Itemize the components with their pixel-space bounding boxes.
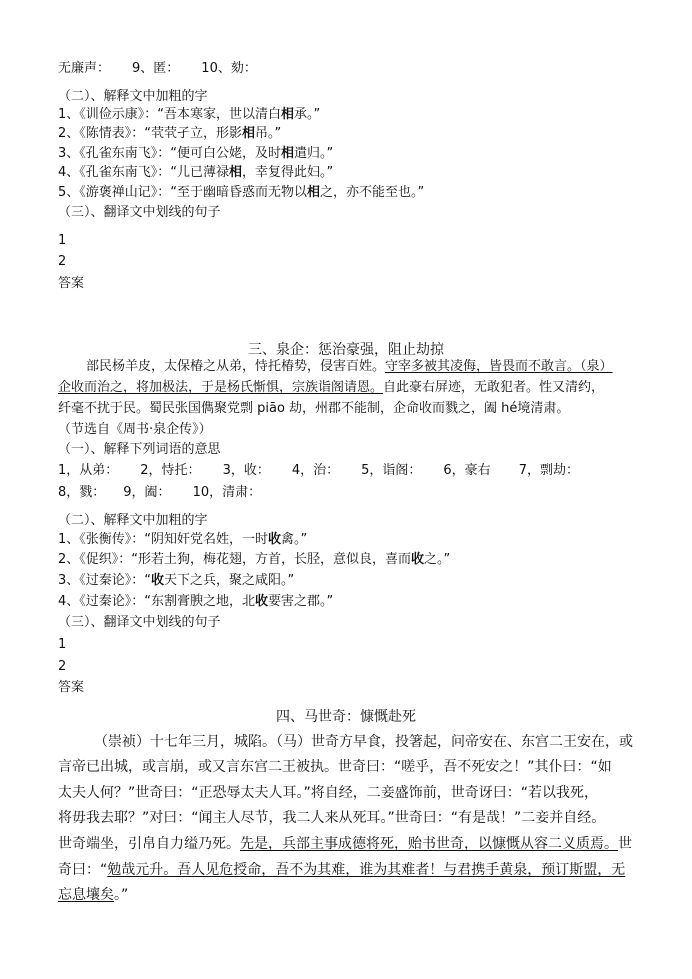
- passage-line: 太夫人何？”世奇曰：“正恐辱太夫人耳。”将自经，二妾盛饰前，世奇讶曰：“若以我死，: [58, 785, 599, 801]
- vocab-item: 6，豪右: [443, 463, 491, 478]
- section-title: 三、泉企：惩治豪强，阻止劫掠: [248, 342, 444, 358]
- translation-number: 2: [58, 254, 67, 269]
- source-note: （节选自《周书·泉企传》）: [58, 422, 212, 437]
- list-item: [58, 165, 333, 181]
- passage-line: （崇祯）十七年三月，城陷。（马）世奇方早食，投箸起，问帝安在、东宫二王安在，或: [94, 734, 633, 750]
- vocab-tail-row: [58, 61, 257, 77]
- passage-line: 言帝已出城，或言崩，或又言东宫二王被执。世奇曰：“嗟乎，吾不死安之！”其仆曰：“如: [58, 759, 612, 775]
- vocab-item: 9，阖：: [123, 485, 171, 500]
- vocab-item: 无廉声：: [58, 61, 111, 76]
- item-text: 禽。”: [281, 532, 308, 547]
- list-item: [58, 146, 333, 162]
- passage-line: [58, 861, 625, 879]
- section-title: 四、马世奇：慷慨赴死: [276, 709, 416, 725]
- item-text: ，幸复得此妇。”: [242, 165, 334, 180]
- bold-char: 相: [242, 126, 256, 141]
- bold-char: 相: [281, 146, 295, 161]
- item-text: 之，亦不能至也。”: [320, 185, 425, 200]
- passage-line: [58, 380, 604, 396]
- section-heading: （二）、解释文中加粗的字: [58, 89, 208, 104]
- passage-text: 奇曰：“: [58, 862, 108, 878]
- vocab-item: 5，诣阁：: [361, 463, 422, 478]
- item-text: 遣归。”: [294, 146, 334, 161]
- item-text: 3、《过秦论》：“: [58, 573, 152, 588]
- item-text: 5、《游褒禅山记》：“至于幽暗昏惑而无物以: [58, 185, 308, 200]
- underlined-sentence: 守宰多被其凌侮，皆畏而不敢言。（泉）: [385, 359, 613, 374]
- passage-line: [58, 835, 632, 853]
- underlined-sentence: 企收而治之，将加极法，于是杨氏惭惧，宗族诣阁请恩。: [58, 380, 384, 395]
- translation-number: 2: [58, 659, 67, 674]
- bold-char: 相: [307, 185, 321, 200]
- vocab-item: 9、匿：: [132, 61, 180, 76]
- list-item: [58, 107, 320, 123]
- item-text: 天下之兵，聚之咸阳。”: [164, 573, 295, 588]
- list-item: [58, 185, 424, 201]
- vocab-item: 10，清肃：: [192, 485, 262, 500]
- item-text: 4、《孔雀东南飞》：“儿已薄禄: [58, 165, 230, 180]
- passage-text: 自此豪右屏迹，无敢犯者。性又清约，: [383, 380, 605, 395]
- bold-char: 收: [255, 594, 269, 609]
- section-heading: （一）、解释下列词语的意思: [58, 442, 221, 457]
- item-text: 1、《训俭示康》：“吾本寒家，世以清白: [58, 107, 282, 122]
- passage-line: [58, 886, 128, 904]
- list-item: [58, 532, 307, 548]
- list-item: [58, 594, 333, 610]
- translation-number: 1: [58, 637, 67, 652]
- passage-line: [86, 359, 613, 375]
- section-heading: （三）、翻译文中划线的句子: [58, 205, 221, 220]
- item-text: 承。”: [294, 107, 321, 122]
- passage-line: 纤毫不扰于民。蜀民张国儁聚党剽 piāo 劫，州郡不能制，企命收而戮之，阖 hé境清肃。: [58, 401, 570, 416]
- answer-label: 答案: [58, 276, 85, 291]
- list-item: [58, 573, 294, 589]
- vocab-item: 10、劾：: [201, 61, 257, 76]
- bold-char: 收: [151, 573, 165, 588]
- vocab-item: 1，从弟：: [58, 463, 119, 478]
- item-text: 3、《孔雀东南飞》：“便可白公姥，及时: [58, 146, 282, 161]
- bold-char: 收: [411, 552, 425, 567]
- vocab-item: 8，戮：: [58, 485, 106, 500]
- vocab-item: 7，剽劫：: [518, 463, 579, 478]
- section-heading: （三）、翻译文中划线的句子: [58, 615, 221, 630]
- section-heading: （二）、解释文中加粗的字: [58, 513, 208, 528]
- vocab-item: 2，恃托：: [140, 463, 201, 478]
- passage-text: 部民杨羊皮，太保椿之从弟，恃托椿势，侵害百姓。: [86, 359, 386, 374]
- underlined-sentence: 勉哉元升。吾人见危授命，吾不为其难，谁为其难者！与君携手黄泉，预订斯盟，无: [107, 862, 626, 878]
- passage-text: 。”: [114, 887, 129, 903]
- passage-line: 将毋我去耶？”对曰：“闻主人尽节，我二人来从死耳。”世奇曰：“有是哉！”二妾并自经。: [58, 810, 606, 826]
- bold-char: 收: [268, 532, 282, 547]
- bold-char: 相: [229, 165, 243, 180]
- answer-label: 答案: [58, 680, 85, 695]
- translation-number: 1: [58, 233, 67, 248]
- passage-text: 世: [618, 836, 632, 852]
- underlined-sentence: 先是，兵部主事成德将死，贻书世奇，以慷慨从容二义质焉。: [240, 836, 618, 852]
- bold-char: 相: [281, 107, 295, 122]
- item-text: 要害之郡。”: [268, 594, 334, 609]
- underlined-sentence: 忘息壤矣: [58, 887, 114, 903]
- item-text: 2、《陈情表》：“茕茕孑立，形影: [58, 126, 243, 141]
- item-text: 1、《张衡传》：“阴知奸党名姓，一时: [58, 532, 269, 547]
- vocab-row: [58, 463, 579, 479]
- vocab-row: [58, 485, 261, 501]
- list-item: [58, 552, 450, 568]
- item-text: 吊。”: [255, 126, 282, 141]
- list-item: [58, 126, 281, 142]
- vocab-item: 4，治：: [291, 463, 340, 478]
- vocab-item: 3，收：: [222, 463, 270, 478]
- passage-text: 世奇端坐，引帛自力缢乃死。: [58, 836, 240, 852]
- item-text: 之。”: [424, 552, 451, 567]
- item-text: 4、《过秦论》：“东割膏腴之地，北: [58, 594, 256, 609]
- item-text: 2、《促织》：“形若土狗，梅花翅，方首，长胫，意似良，喜而: [58, 552, 412, 567]
